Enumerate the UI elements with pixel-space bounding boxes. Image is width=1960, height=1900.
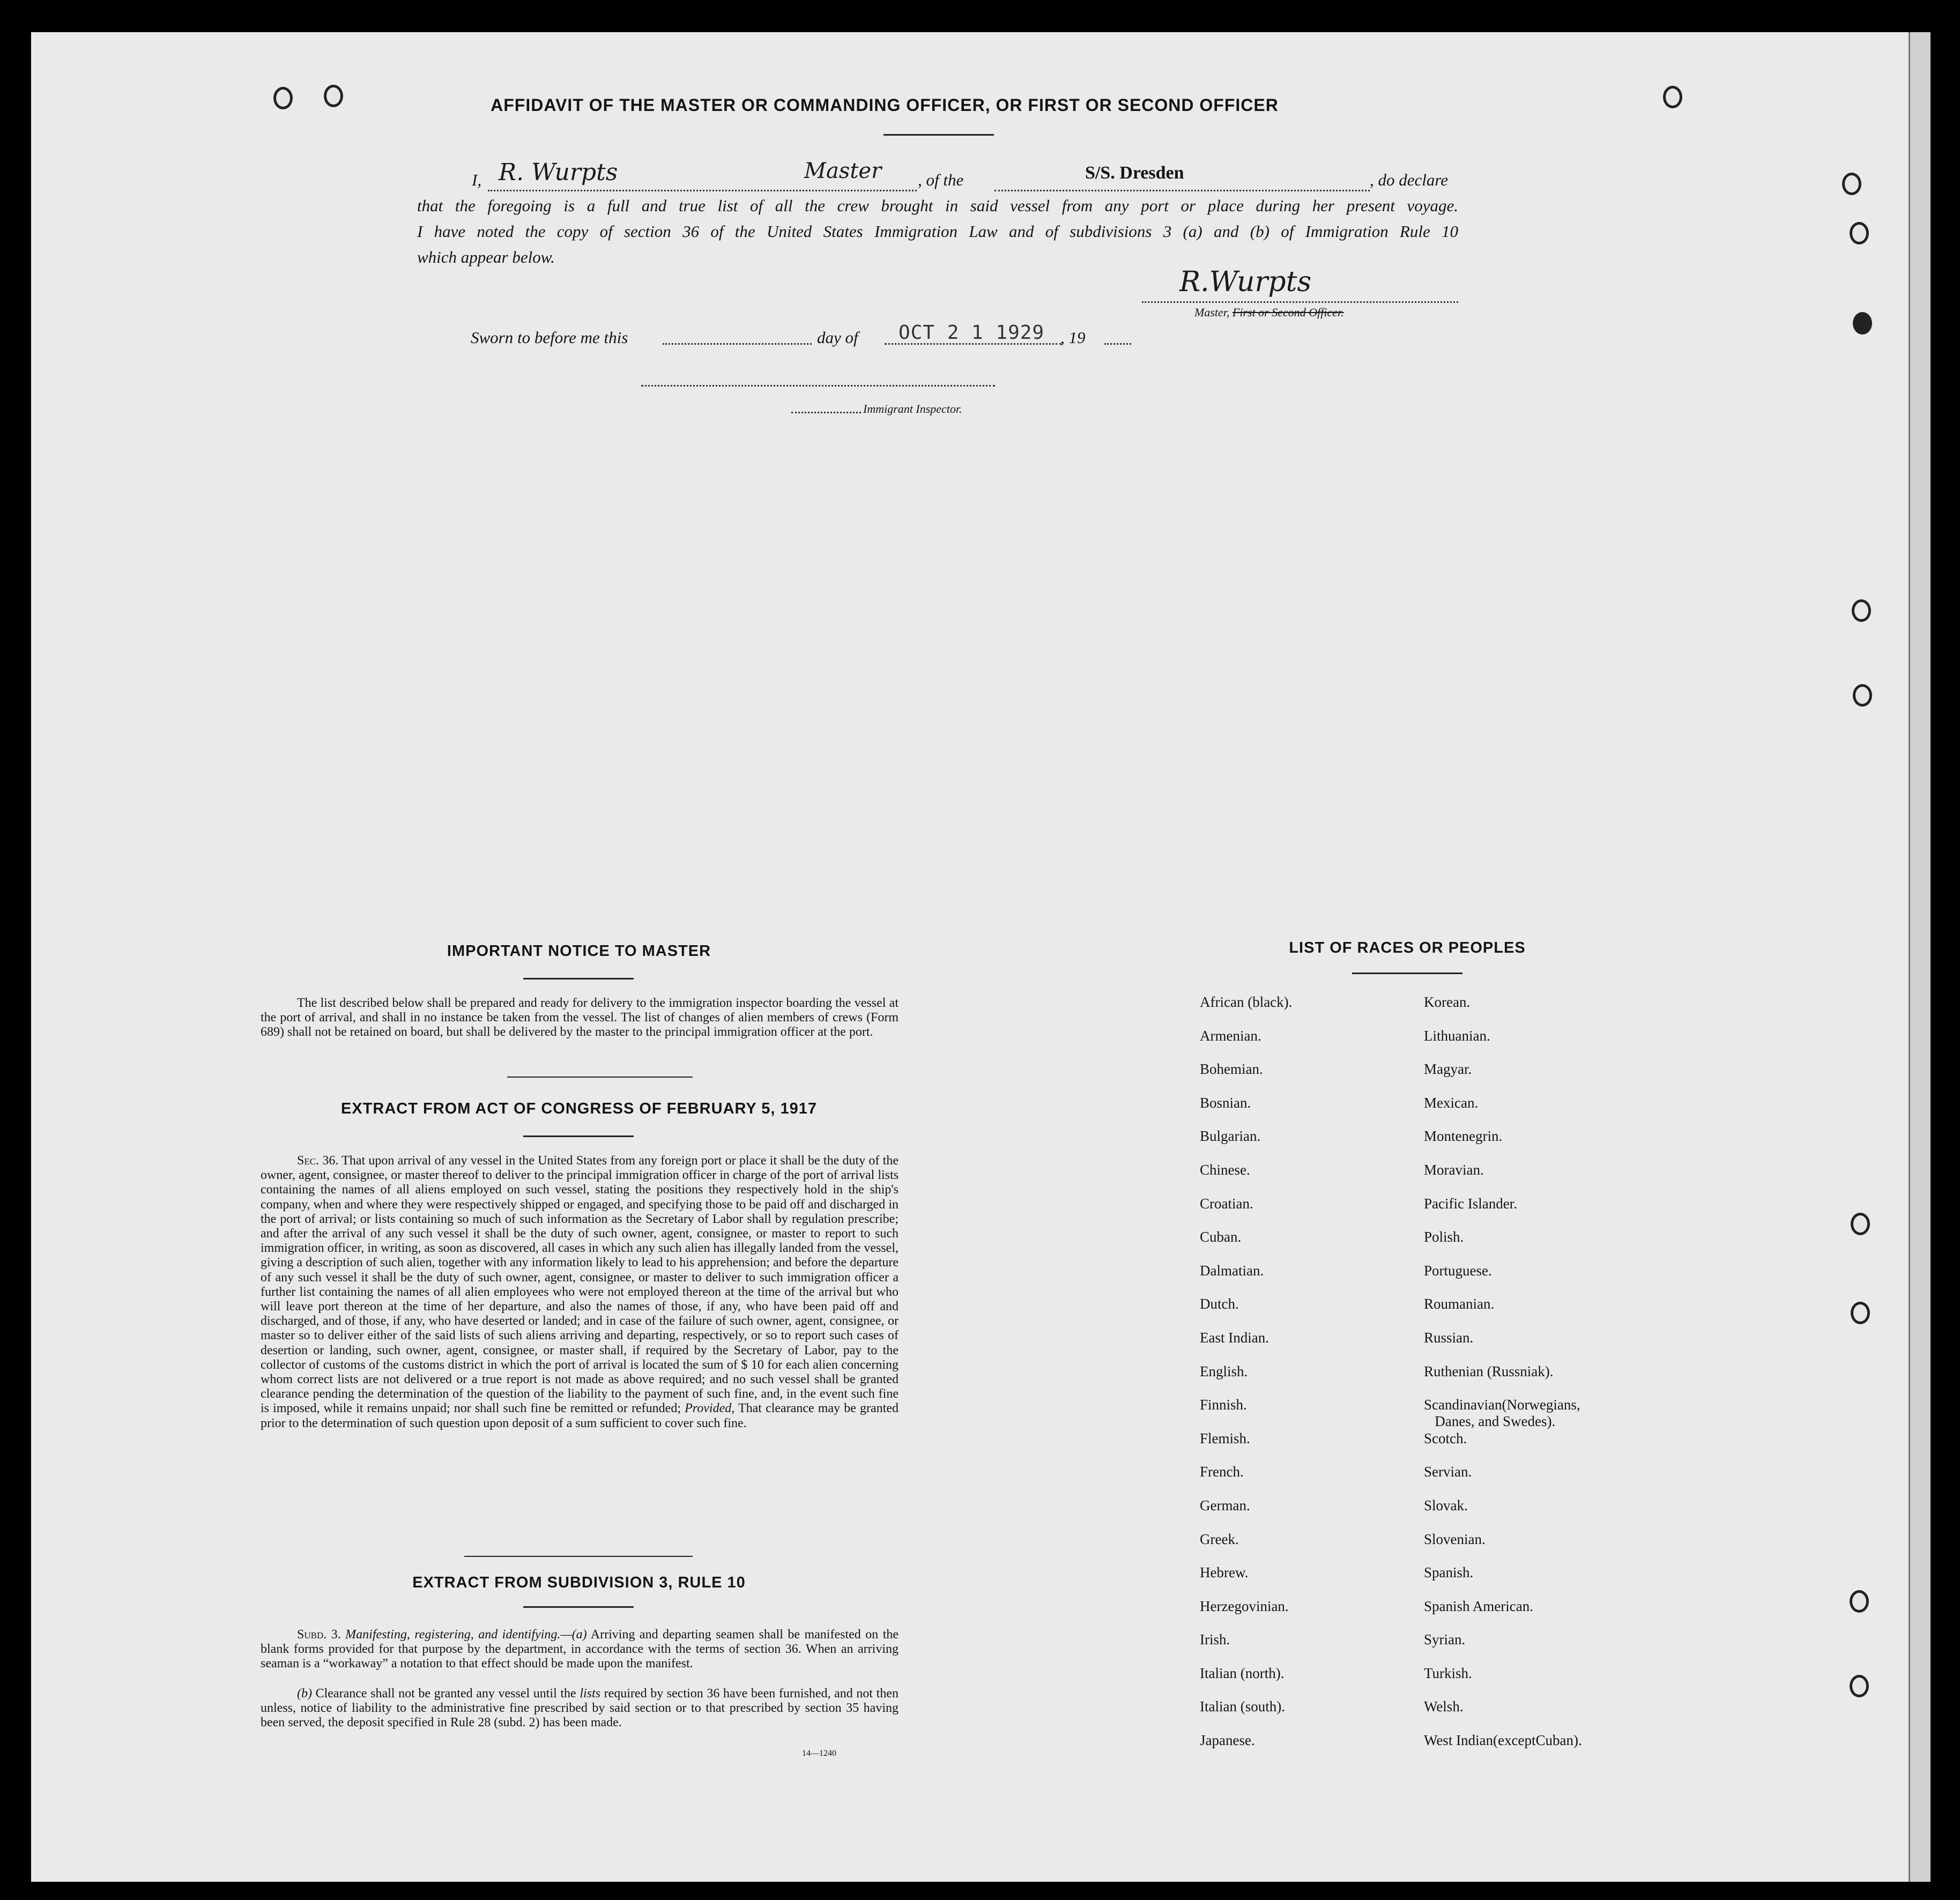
- master-name: R. Wurpts: [499, 159, 618, 186]
- day-of-label: day of: [817, 328, 858, 347]
- rule-subd-heading: Manifesting, registering, and identifying.—(a): [340, 1628, 587, 1642]
- binder-hole: [1853, 684, 1872, 707]
- affidavit-title: AFFIDAVIT OF THE MASTER OR COMMANDING OFFICER, OR FIRST OR SECOND OFFICER: [491, 95, 1279, 115]
- race-item: Armenian.: [1200, 1027, 1261, 1044]
- year-prefix: , 19: [1060, 328, 1086, 347]
- page-edge: [1909, 32, 1931, 1882]
- race-item: Bohemian.: [1200, 1061, 1263, 1078]
- sworn-label: Sworn to before me this: [471, 328, 628, 347]
- race-item: Magyar.: [1424, 1061, 1472, 1078]
- rule-b-lists: lists: [580, 1687, 600, 1701]
- form-number: 14—1240: [802, 1749, 836, 1758]
- of-the-label: , of the: [918, 170, 964, 189]
- race-item: Cuban.: [1200, 1229, 1242, 1245]
- binder-hole: [1842, 173, 1861, 195]
- inspector-caption-line: [791, 412, 861, 413]
- race-item: Bulgarian.: [1200, 1128, 1261, 1145]
- race-item: Polish.: [1424, 1229, 1464, 1245]
- vessel-line: [994, 190, 1370, 191]
- rule-subd-label: Subd. 3.: [297, 1628, 341, 1642]
- act-title: EXTRACT FROM ACT OF CONGRESS OF FEBRUARY 5, 1917: [340, 1100, 818, 1117]
- races-right-column: [1424, 994, 1582, 1766]
- race-item: Mexican.: [1424, 1094, 1479, 1111]
- race-item: Syrian.: [1424, 1631, 1466, 1648]
- race-item: Pacific Islander.: [1424, 1195, 1517, 1212]
- race-item: African (black).: [1200, 994, 1293, 1010]
- act-divider: [464, 1556, 693, 1557]
- race-item: English.: [1200, 1363, 1248, 1379]
- notice-divider: [507, 1077, 693, 1078]
- master-signature: R.Wurpts: [1179, 266, 1312, 298]
- affidavit-line-3: I have noted the copy of section 36 of the United States Immigration Law and of subdivisions 3 (a) and (b) of Immigration Rule 10: [417, 222, 1458, 241]
- race-item: Irish.: [1200, 1631, 1230, 1648]
- race-item: Herzegovinian.: [1200, 1598, 1289, 1614]
- binder-hole: [1850, 1675, 1869, 1697]
- race-item: Japanese.: [1200, 1732, 1255, 1749]
- signature-caption: [1194, 306, 1344, 320]
- act-body-post: That clearance may be granted prior to the determination of such question upon deposit of a sum sufficient to cover such fine.: [261, 1401, 899, 1430]
- race-item: Italian (north).: [1200, 1665, 1285, 1681]
- race-item: West Indian(exceptCuban).: [1424, 1732, 1582, 1749]
- rule-para-a: [261, 1628, 899, 1672]
- act-provided: Provided,: [685, 1401, 735, 1416]
- rule-para-b: [261, 1687, 899, 1731]
- do-declare-label: , do declare: [1370, 170, 1449, 189]
- rule-b-label: (b): [297, 1687, 312, 1701]
- race-item: Scotch.: [1424, 1430, 1467, 1446]
- notice-title: IMPORTANT NOTICE TO MASTER: [447, 942, 711, 960]
- binder-hole: [1853, 312, 1872, 335]
- rule-title: EXTRACT FROM SUBDIVISION 3, RULE 10: [412, 1574, 746, 1591]
- race-item: East Indian.: [1200, 1329, 1269, 1346]
- race-item: Scandinavian(Norwegians, Danes, and Swedes).: [1424, 1397, 1580, 1430]
- race-item: Roumanian.: [1424, 1296, 1495, 1312]
- rule-b-text-2: required by section 36 have been furnished, and not then unless, notice of liability to the administrative fine prescribed by said section or to that prescribed by section 35 having been served, the deposit specified in Rule 28 (subd. 2) has been made.: [261, 1687, 899, 1730]
- binder-hole: [1850, 222, 1869, 244]
- race-item: Flemish.: [1200, 1430, 1250, 1446]
- vessel-name: S/S. Dresden: [1085, 163, 1184, 183]
- race-item: Finnish.: [1200, 1397, 1247, 1413]
- race-item: Russian.: [1424, 1329, 1474, 1346]
- notice-body: The list described below shall be prepared and ready for delivery to the immigration inspector boarding the vessel at the port of arrival, and shall in no instance be taken from the vessel. The list of changes of alien members of crews (Form 689) shall not be retained on board, but shall be delivered by the master to the principal immigration officer at the port.: [261, 996, 899, 1040]
- race-item: Ruthenian (Russniak).: [1424, 1363, 1554, 1379]
- race-item: Dutch.: [1200, 1296, 1239, 1312]
- date-stamp: OCT 2 1 1929: [899, 322, 1045, 344]
- sworn-day-line: [663, 343, 812, 345]
- race-item: Spanish.: [1424, 1564, 1474, 1581]
- affidavit-line-4: which appear below.: [417, 248, 555, 266]
- notice-rule: [523, 978, 634, 979]
- act-rule: [523, 1135, 634, 1137]
- caption-struck: First or Second Officer.: [1232, 306, 1344, 319]
- inspector-signature-line: [641, 385, 995, 387]
- races-left-column: [1200, 994, 1292, 1766]
- caption-master: Master,: [1194, 306, 1230, 319]
- binder-hole: [1851, 1302, 1870, 1324]
- affidavit-i: I,: [472, 170, 482, 189]
- year-line: [1104, 343, 1131, 345]
- rule-rule: [523, 1606, 634, 1608]
- race-item: Moravian.: [1424, 1161, 1484, 1178]
- rule-b-text-1: Clearance shall not be granted any vessel until the: [311, 1687, 580, 1701]
- master-rank: Master: [804, 159, 882, 183]
- act-body-pre: That upon arrival of any vessel in the United States from any foreign port or place it shall be the duty of the owner, agent, consignee, or master thereof to deliver to the principal immigration officer in charge of the port of arrival lists containing the names of all aliens employed on such vessel, stating the positions they respectively hold in the ship's company, when and where they were respectively shipped or engaged, and specifying those to be paid off and discharged in the port of arrival; or lists containing so much of such information as the Secretary of Labor shall by regulation prescribe; and after the arrival of any such vessel it shall be the duty of such owner, agent, consignee, or master to report to such immigration officer, in writing, as soon as discovered, all cases in which any such alien has illegally landed from the vessel, giving a description of such alien, together with any information likely to lead to his apprehension; and before the departure of any such vessel it shall be the duty of such owner, agent, consignee, or master to deliver to such immigration officer a further list containing the names of all alien employees who were not employed thereon at the time of the arrival but who will leave port thereon at the time of her departure, and also the names of those, if any, who have been paid off and discharged, and of those, if any, who have deserted or landed; and in case of the failure of such owner, agent, consignee, or master so to deliver either of the said lists of such aliens arriving and departing, respectively, or so to report such cases of desertion or landing, such owner, agent, consignee, or master shall, if required by the Secretary of Labor, pay to the collector of customs of the customs district in which the port of arrival is located the sum of $ 10 for each alien concerning whom correct lists are not delivered or a true report is not made as above required; and no such vessel shall be granted clearance pending the determination of the question of the liability to the payment of such fine, and, in the event such fine is imposed, while it remains unpaid; nor shall such fine be remitted or refunded;: [261, 1154, 899, 1416]
- race-item: Welsh.: [1424, 1698, 1464, 1715]
- race-item: Croatian.: [1200, 1195, 1253, 1212]
- race-item: Dalmatian.: [1200, 1262, 1264, 1279]
- binder-hole: [1850, 1590, 1869, 1613]
- race-item: French.: [1200, 1464, 1244, 1480]
- title-rule: [884, 134, 994, 136]
- race-item: Servian.: [1424, 1464, 1472, 1480]
- binder-hole: [1852, 599, 1871, 622]
- act-sec-label: Sec. 36.: [297, 1154, 339, 1168]
- race-item: Spanish American.: [1424, 1598, 1533, 1614]
- race-item: Slovenian.: [1424, 1531, 1486, 1547]
- race-item: Bosnian.: [1200, 1094, 1251, 1111]
- race-item: Slovak.: [1424, 1497, 1468, 1513]
- name-line: [488, 190, 917, 191]
- affidavit-line-2: that the foregoing is a full and true list of all the crew brought in said vessel from any port or place during her present voyage.: [417, 196, 1458, 215]
- race-item: Lithuanian.: [1424, 1027, 1490, 1044]
- race-item: Montenegrin.: [1424, 1128, 1503, 1145]
- race-item: Italian (south).: [1200, 1698, 1285, 1715]
- race-item: Greek.: [1200, 1531, 1239, 1547]
- race-item: German.: [1200, 1497, 1250, 1513]
- date-line: [885, 343, 1061, 345]
- act-body: [261, 1154, 899, 1431]
- inspector-caption: Immigrant Inspector.: [863, 402, 962, 415]
- rule-a-text: Arriving and departing seamen shall be manifested on the blank forms provided for that purpose by the department, in accordance with the terms of section 36. When an arriving seaman is a “workaway” a notation to that effect should be made upon the manifest.: [261, 1628, 899, 1671]
- race-item: Korean.: [1424, 994, 1471, 1010]
- signature-line: [1142, 301, 1458, 303]
- race-item: Hebrew.: [1200, 1564, 1249, 1581]
- races-title: LIST OF RACES OR PEOPLES: [1289, 939, 1526, 956]
- races-rule: [1352, 973, 1462, 974]
- race-item: Chinese.: [1200, 1161, 1250, 1178]
- binder-hole: [1851, 1213, 1870, 1235]
- race-item: Turkish.: [1424, 1665, 1472, 1681]
- race-item: Portuguese.: [1424, 1262, 1492, 1279]
